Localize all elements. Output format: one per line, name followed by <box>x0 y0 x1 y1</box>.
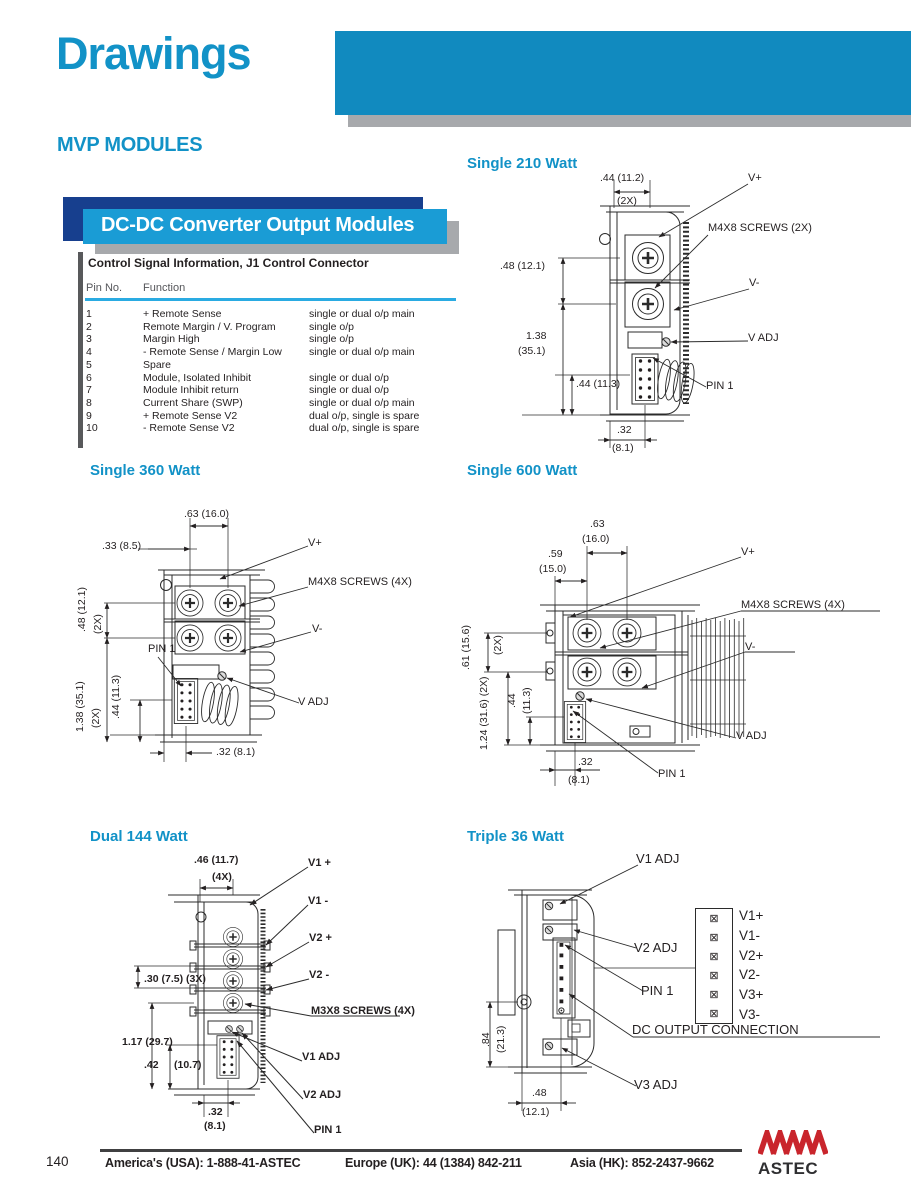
dim-screw-gap-qty: (2X) <box>492 635 504 655</box>
table-cell-function: + Remote Sense V2 <box>143 409 238 422</box>
dim-conn-b: (11.3) <box>521 687 533 714</box>
single-360-art <box>60 480 460 810</box>
dim-bottom: .32 (8.1) <box>216 746 256 758</box>
contact-asia: Asia (HK): 852-2437-9662 <box>570 1156 714 1170</box>
table-row <box>86 308 456 321</box>
output-pin-icon: ⊠ <box>709 970 719 982</box>
single-210-art <box>460 172 911 472</box>
control-signal-table <box>78 252 458 450</box>
dim-width-a: .63 <box>590 518 605 530</box>
dim-conn-a: .42 <box>144 1059 159 1071</box>
table-title: Control Signal Information, J1 Control Connector <box>88 256 369 270</box>
triple-36-drawing <box>460 845 911 1175</box>
table-cell-pin: 4 <box>86 346 92 359</box>
label-vplus: V+ <box>308 537 322 549</box>
dim-height: 1.24 (31.6) (2X) <box>478 676 490 750</box>
drawing-title-triple-36: Triple 36 Watt <box>467 828 564 845</box>
output-pin-icon: ⊠ <box>709 932 719 944</box>
legend-label: V2+ <box>739 947 764 963</box>
table-body <box>86 308 456 435</box>
dim-height-b: (21.3) <box>495 1025 507 1053</box>
table-cell-function: Current Share (SWP) <box>143 396 243 409</box>
output-legend-box <box>695 908 733 1024</box>
col-pin-no: Pin No. <box>86 282 123 294</box>
table-cell-pin: 6 <box>86 371 92 384</box>
table-row <box>86 333 456 346</box>
table-cell-type: single or dual o/p <box>309 371 389 384</box>
page-number: 140 <box>46 1154 69 1169</box>
label-v1-minus: V1 - <box>308 895 329 907</box>
table-cell-function: + Remote Sense <box>143 308 222 320</box>
dim-height: 1.38 (35.1) <box>74 681 86 732</box>
dim-height-b: (35.1) <box>518 345 546 357</box>
dim-height: 1.17 (29.7) <box>122 1036 173 1048</box>
dim-bottom-b: (8.1) <box>612 442 634 454</box>
dim-height-a: 1.38 <box>526 330 547 342</box>
table-cell-function: - Remote Sense / Margin Low <box>143 346 282 359</box>
output-pin-icon: ⊠ <box>709 989 719 1001</box>
table-row <box>86 321 456 334</box>
label-vadj: V ADJ <box>748 332 779 344</box>
label-pin1: PIN 1 <box>658 768 686 780</box>
label-v2-adj: V2 ADJ <box>303 1089 342 1101</box>
table-cell-type: single o/p <box>309 320 354 333</box>
label-vplus: V+ <box>741 546 755 558</box>
output-legend-labels <box>739 906 763 1024</box>
col-function: Function <box>143 282 186 294</box>
legend-label: V2- <box>739 967 761 983</box>
dual-144-drawing <box>60 845 460 1175</box>
label-pin1: PIN 1 <box>641 983 674 998</box>
label-v2-plus: V2 + <box>309 932 332 944</box>
drawing-title-single-360: Single 360 Watt <box>90 462 201 479</box>
label-screws: M4X8 SCREWS (4X) <box>308 576 412 588</box>
table-cell-pin: 3 <box>86 333 92 346</box>
dim-bottom-b: (8.1) <box>204 1120 226 1132</box>
dim-conn: .44 (11.3) <box>576 378 621 390</box>
contact-europe: Europe (UK): 44 (1384) 842-211 <box>345 1156 522 1170</box>
table-cell-type: dual o/p, single is spare <box>309 409 420 422</box>
legend-label: V3- <box>739 1006 761 1022</box>
table-cell-type: single or dual o/p main <box>309 346 415 359</box>
astec-logo-text: ASTEC <box>758 1159 819 1178</box>
dim-bottom-a: .32 <box>208 1106 223 1118</box>
dim-conn: .44 (11.3) <box>110 674 122 719</box>
table-cell-pin: 1 <box>86 308 92 320</box>
table-row <box>86 397 456 410</box>
dim-offset-b: (15.0) <box>539 563 567 575</box>
banner-title: DC-DC Converter Output Modules <box>101 214 415 236</box>
table-row <box>86 372 456 385</box>
table-cell-function: Remote Margin / V. Program <box>143 320 276 333</box>
dim-screw-gap: .48 (12.1) <box>500 260 545 272</box>
astec-logo-mark <box>758 1130 828 1156</box>
table-row <box>86 359 456 372</box>
drawing-title-dual-144: Dual 144 Watt <box>90 828 188 845</box>
dim-screw-gap: .48 (12.1) <box>76 587 88 632</box>
dim-bottom-a: .32 <box>617 424 632 436</box>
dim-height-qty: (2X) <box>90 708 102 728</box>
table-side-bar <box>78 252 83 448</box>
dim-conn-a: .44 <box>506 693 518 708</box>
label-screws: M3X8 SCREWS (4X) <box>311 1005 415 1017</box>
label-screws: M4X8 SCREWS (4X) <box>741 599 845 611</box>
table-cell-type <box>309 359 456 372</box>
dim-width: .63 (16.0) <box>184 508 229 520</box>
label-vadj: V ADJ <box>736 730 767 742</box>
legend-label: V3+ <box>739 986 764 1002</box>
label-v2-minus: V2 - <box>309 969 330 981</box>
legend-label: V1- <box>739 927 761 943</box>
output-pin-icon: ⊠ <box>709 951 719 963</box>
label-v3-adj: V3 ADJ <box>634 1077 678 1092</box>
table-cell-type: dual o/p, single is spare <box>309 422 420 435</box>
table-cell-type: single or dual o/p main <box>309 308 415 320</box>
table-row <box>86 384 456 397</box>
table-cell-function: Module Inhibit return <box>143 384 239 397</box>
label-v1-plus: V1 + <box>308 857 331 869</box>
table-row <box>86 346 456 359</box>
dim-width: .46 (11.7) <box>194 854 239 866</box>
header-band <box>335 31 911 115</box>
dim-bar-gap: .30 (7.5) (3X) <box>144 973 206 985</box>
table-cell-pin: 2 <box>86 320 92 333</box>
table-cell-pin: 8 <box>86 396 92 409</box>
dim-offset-top: .33 (8.5) <box>102 540 142 552</box>
output-pin-icon: ⊠ <box>709 1008 719 1020</box>
table-row <box>86 422 456 435</box>
table-cell-type: single o/p <box>309 333 354 346</box>
single-360-drawing <box>60 480 460 810</box>
label-pin1: PIN 1 <box>314 1124 342 1136</box>
table-cell-pin: 10 <box>86 422 98 435</box>
dim-width-a: .48 <box>532 1087 547 1099</box>
dim-conn-b: (10.7) <box>174 1059 202 1071</box>
dim-width-b: (12.1) <box>522 1106 550 1118</box>
table-cell-type: single or dual o/p main <box>309 396 415 409</box>
drawing-title-single-600: Single 600 Watt <box>467 462 578 479</box>
single-600-drawing <box>460 480 911 825</box>
table-cell-function: - Remote Sense V2 <box>143 422 235 435</box>
label-pin1: PIN 1 <box>706 380 734 392</box>
dim-width-b: (16.0) <box>582 533 610 545</box>
label-vminus: V- <box>745 641 756 653</box>
triple-36-art <box>460 845 911 1175</box>
dim-screw-gap-qty: (2X) <box>92 614 104 634</box>
page-title: Drawings <box>56 28 251 79</box>
label-vadj: V ADJ <box>298 696 329 708</box>
label-vminus: V- <box>312 623 323 635</box>
output-pin-icon: ⊠ <box>709 913 719 925</box>
banner <box>83 209 447 244</box>
contact-america: America's (USA): 1-888-41-ASTEC <box>105 1156 301 1170</box>
section-heading: MVP MODULES <box>57 134 203 156</box>
label-v1-adj: V1 ADJ <box>636 851 680 866</box>
footer-rule <box>100 1149 742 1152</box>
label-vminus: V- <box>749 277 760 289</box>
label-vplus: V+ <box>748 172 762 184</box>
table-cell-pin: 7 <box>86 384 92 397</box>
table-cell-pin: 5 <box>86 358 92 371</box>
table-cell-function: Margin High <box>143 333 200 346</box>
label-v1-adj: V1 ADJ <box>302 1051 341 1063</box>
dim-offset-a: .59 <box>548 548 563 560</box>
table-header <box>86 282 186 294</box>
dim-width-qty: (2X) <box>617 195 637 207</box>
table-cell-function: Module, Isolated Inhibit <box>143 371 251 384</box>
table-cell-function: Spare <box>143 358 172 371</box>
dim-width: .44 (11.2) <box>600 172 645 184</box>
dim-width-qty: (4X) <box>212 871 232 883</box>
dim-bottom-a: .32 <box>578 756 593 768</box>
table-rule <box>85 298 456 301</box>
table-row <box>86 410 456 423</box>
legend-label: V1+ <box>739 908 764 924</box>
dim-screw-gap: .61 (15.6) <box>460 625 472 670</box>
label-screws: M4X8 SCREWS (2X) <box>708 222 812 234</box>
label-v2-adj: V2 ADJ <box>634 940 678 955</box>
dim-height-a: .84 <box>480 1032 492 1047</box>
drawing-title-single-210: Single 210 Watt <box>467 155 578 172</box>
table-cell-type: single or dual o/p <box>309 384 389 397</box>
label-dc-output: DC OUTPUT CONNECTION <box>632 1022 799 1037</box>
table-cell-pin: 9 <box>86 409 92 422</box>
single-210-drawing <box>460 172 911 472</box>
astec-logo <box>758 1130 838 1179</box>
dim-bottom-b: (8.1) <box>568 774 590 786</box>
label-pin1: PIN 1 <box>148 643 176 655</box>
